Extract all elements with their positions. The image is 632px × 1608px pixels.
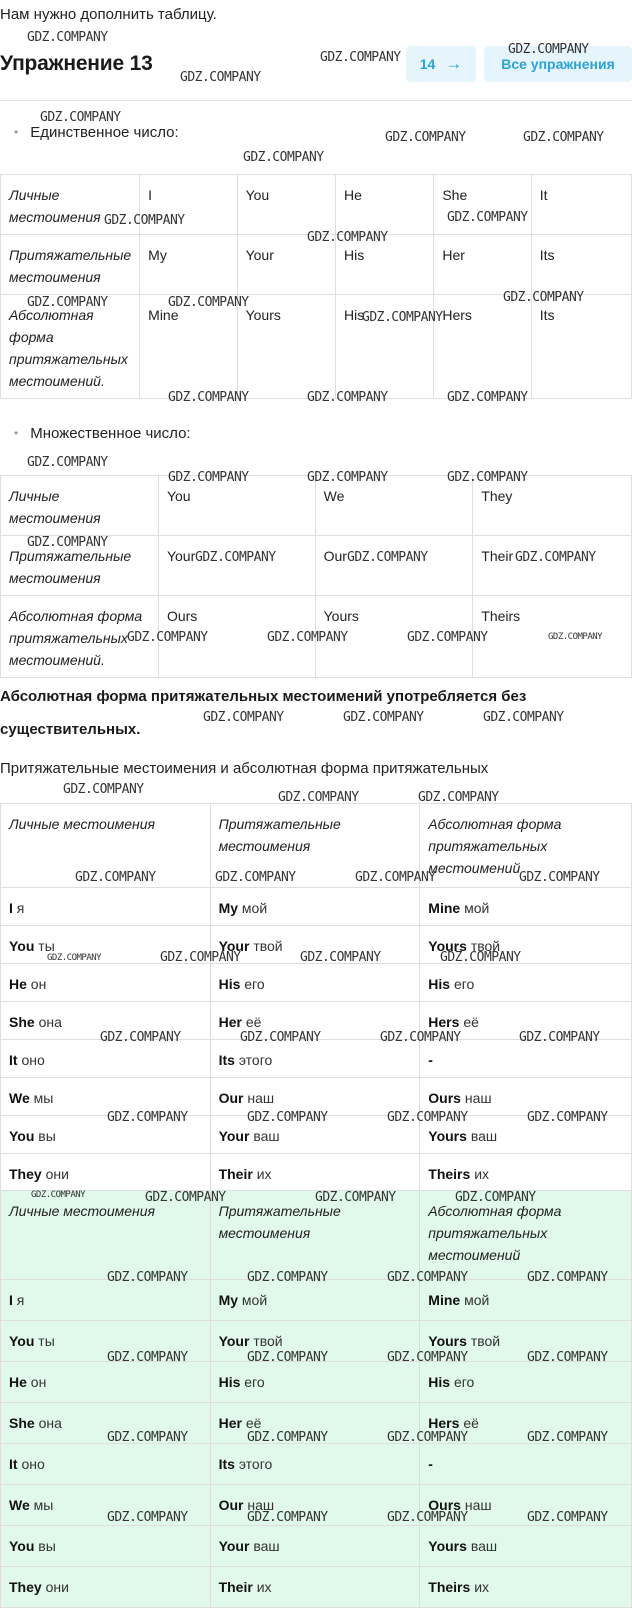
table-row	[1, 175, 632, 235]
table-cell	[420, 926, 632, 964]
watermark-text: GDZ.COMPANY	[315, 1190, 396, 1205]
table-cell	[1, 888, 211, 926]
table-cell: Yours	[237, 295, 335, 399]
watermark-text: GDZ.COMPANY	[527, 1510, 608, 1525]
table-row	[1, 1154, 632, 1192]
table-cell	[1, 1116, 211, 1154]
russian-translation: ваш	[470, 1128, 498, 1144]
watermark-text: GDZ.COMPANY	[278, 790, 359, 805]
russian-translation: её	[245, 1415, 262, 1431]
watermark-text: GDZ.COMPANY	[523, 130, 604, 145]
russian-translation: я	[16, 900, 25, 916]
english-word: She	[9, 1014, 35, 1030]
english-word: We	[9, 1090, 30, 1106]
english-word: Your	[218, 1333, 250, 1349]
watermark-text: GDZ.COMPANY	[387, 1270, 468, 1285]
table-row	[1, 1567, 632, 1608]
russian-translation: наш	[464, 1497, 492, 1513]
table-row	[1, 235, 632, 295]
table-cell	[420, 1444, 632, 1485]
english-word: Yours	[428, 1128, 467, 1144]
watermark-text: GDZ.COMPANY	[387, 1110, 468, 1125]
english-word: You	[9, 938, 35, 954]
table-cell	[1, 926, 211, 964]
english-word: His	[428, 976, 451, 992]
english-word: Yours	[428, 1333, 467, 1349]
russian-translation: их	[256, 1166, 272, 1182]
watermark-text: GDZ.COMPANY	[160, 950, 241, 965]
arrow-right-icon: →	[445, 54, 463, 73]
table-cell: Hers	[434, 295, 531, 399]
table-cell	[1, 1362, 211, 1403]
table-cell	[420, 1116, 632, 1154]
column-header: Притяжательные местоимения	[210, 1191, 420, 1280]
english-word: My	[218, 1292, 239, 1308]
russian-translation: их	[474, 1166, 490, 1182]
table-row	[1, 1002, 632, 1040]
table-cell: It	[531, 175, 631, 235]
table-cell: They	[473, 476, 632, 536]
english-word: Our	[218, 1090, 244, 1106]
table-cell: I	[140, 175, 237, 235]
russian-translation: он	[30, 976, 47, 992]
table-cell: Ours	[158, 596, 315, 678]
watermark-text: GDZ.COMPANY	[40, 110, 121, 125]
watermark-text: GDZ.COMPANY	[75, 870, 156, 885]
watermark-text: GDZ.COMPANY	[455, 1190, 536, 1205]
english-word: I	[9, 1292, 13, 1308]
all-exercises-button[interactable]: Все упражнения	[484, 46, 632, 82]
table-cell	[210, 1444, 420, 1485]
english-word: They	[9, 1166, 42, 1182]
watermark-text: GDZ.COMPANY	[447, 210, 528, 225]
watermark-text: GDZ.COMPANY	[215, 870, 296, 885]
russian-translation: твой	[253, 938, 283, 954]
watermark-text: GDZ.COMPANY	[31, 1190, 86, 1200]
table-cell	[210, 1567, 420, 1608]
watermark-text: GDZ.COMPANY	[243, 150, 324, 165]
table-row	[1, 1116, 632, 1154]
column-header: Личные местоимения	[1, 1191, 211, 1280]
watermark-text: GDZ.COMPANY	[127, 630, 208, 645]
russian-translation: её	[463, 1415, 479, 1431]
table-cell: Their	[473, 536, 632, 596]
table-cell	[210, 1280, 420, 1321]
table-cell	[210, 1321, 420, 1362]
table-cell	[1, 1280, 211, 1321]
table-row	[1, 1485, 632, 1526]
table-cell	[210, 1485, 420, 1526]
table-row	[1, 1280, 632, 1321]
column-header: Личные местоимения	[1, 804, 211, 888]
watermark-text: GDZ.COMPANY	[107, 1430, 188, 1445]
watermark-text: GDZ.COMPANY	[145, 1190, 226, 1205]
russian-translation: его	[453, 976, 475, 992]
english-word: His	[218, 976, 241, 992]
english-word: Ours	[428, 1090, 461, 1106]
table-cell: You	[237, 175, 335, 235]
english-word: Their	[218, 1579, 253, 1595]
english-word: Hers	[428, 1415, 460, 1431]
table-cell	[1, 1526, 211, 1567]
table-cell	[420, 1321, 632, 1362]
table-cell: He	[336, 175, 434, 235]
next-exercise-number: 14	[419, 56, 436, 72]
russian-translation: оно	[21, 1456, 45, 1472]
english-word: Theirs	[428, 1166, 471, 1182]
russian-translation: твой	[253, 1333, 283, 1349]
russian-translation: наш	[247, 1497, 275, 1513]
summary-table	[0, 803, 632, 1192]
english-word: It	[9, 1052, 18, 1068]
watermark-text: GDZ.COMPANY	[527, 1430, 608, 1445]
english-word: Hers	[428, 1014, 460, 1030]
russian-translation: вы	[38, 1128, 56, 1144]
table-cell	[210, 1154, 420, 1192]
table-cell	[1, 1485, 211, 1526]
watermark-text: GDZ.COMPANY	[362, 310, 443, 325]
watermark-text: GDZ.COMPANY	[519, 1030, 600, 1045]
next-exercise-button[interactable]	[406, 46, 476, 82]
table-cell	[420, 964, 632, 1002]
watermark-text: GDZ.COMPANY	[307, 230, 388, 245]
table-cell: Theirs	[473, 596, 632, 678]
watermark-text: GDZ.COMPANY	[447, 470, 528, 485]
russian-translation: ваш	[470, 1538, 498, 1554]
table-cell	[420, 1280, 632, 1321]
watermark-text: GDZ.COMPANY	[440, 950, 521, 965]
table-row	[1, 1362, 632, 1403]
english-word: Mine	[428, 1292, 461, 1308]
russian-translation: этого	[238, 1456, 273, 1472]
watermark-text: GDZ.COMPANY	[387, 1510, 468, 1525]
table-row	[1, 1040, 632, 1078]
english-word: Her	[218, 1415, 242, 1431]
watermark-text: GDZ.COMPANY	[168, 470, 249, 485]
english-word: Their	[218, 1166, 253, 1182]
english-word: Your	[218, 1538, 250, 1554]
table-cell	[420, 1078, 632, 1116]
russian-translation: их	[474, 1579, 490, 1595]
table-row	[1, 295, 632, 399]
watermark-text: GDZ.COMPANY	[240, 1030, 321, 1045]
table-cell	[420, 1567, 632, 1608]
table-cell	[210, 1040, 420, 1078]
watermark-text: GDZ.COMPANY	[247, 1510, 328, 1525]
watermark-text: GDZ.COMPANY	[100, 1030, 181, 1045]
table-cell	[420, 1154, 632, 1192]
table-cell	[420, 1403, 632, 1444]
english-word: It	[9, 1456, 18, 1472]
table-cell	[1, 1002, 211, 1040]
table-cell: Your	[237, 235, 335, 295]
table-cell	[420, 888, 632, 926]
header-row	[1, 1191, 632, 1280]
english-word: He	[9, 976, 27, 992]
plural-heading: • Множественное число:	[14, 425, 191, 442]
table-cell	[1, 1154, 211, 1192]
watermark-text: GDZ.COMPANY	[27, 455, 108, 470]
russian-translation: ты	[38, 938, 55, 954]
watermark-text: GDZ.COMPANY	[107, 1510, 188, 1525]
table-cell	[210, 1116, 420, 1154]
watermark-text: GDZ.COMPANY	[267, 630, 348, 645]
english-word: We	[9, 1497, 30, 1513]
russian-translation: твой	[470, 1333, 501, 1349]
table-cell	[210, 1078, 420, 1116]
english-word: You	[9, 1538, 35, 1554]
watermark-text: GDZ.COMPANY	[515, 550, 596, 565]
table-cell: Mine	[140, 295, 237, 399]
russian-translation: её	[245, 1014, 262, 1030]
russian-translation: он	[30, 1374, 47, 1390]
english-word: -	[428, 1456, 433, 1472]
english-word: She	[9, 1415, 35, 1431]
watermark-text: GDZ.COMPANY	[385, 130, 466, 145]
intro-text: Нам нужно дополнить таблицу.	[0, 6, 217, 23]
russian-translation: она	[38, 1415, 62, 1431]
row-header-cell: Личные местоимения	[1, 476, 159, 536]
table-cell: Our	[315, 536, 473, 596]
watermark-text: GDZ.COMPANY	[527, 1110, 608, 1125]
english-word: They	[9, 1579, 42, 1595]
watermark-text: GDZ.COMPANY	[247, 1430, 328, 1445]
english-word: His	[218, 1374, 241, 1390]
table-cell	[1, 1321, 211, 1362]
watermark-text: GDZ.COMPANY	[418, 790, 499, 805]
paragraph-text: Притяжательные местоимения и абсолютная форма притяжательных	[0, 760, 489, 777]
table-cell	[210, 1362, 420, 1403]
watermark-text: GDZ.COMPANY	[180, 70, 261, 85]
table-cell	[420, 1040, 632, 1078]
russian-translation: этого	[238, 1052, 273, 1068]
table-cell: Its	[531, 295, 631, 399]
watermark-text: GDZ.COMPANY	[168, 295, 249, 310]
russian-translation: мы	[33, 1497, 54, 1513]
russian-translation: мы	[33, 1090, 54, 1106]
english-word: My	[218, 900, 239, 916]
russian-translation: наш	[247, 1090, 275, 1106]
russian-translation: наш	[464, 1090, 492, 1106]
english-word: You	[9, 1128, 35, 1144]
watermark-text: GDZ.COMPANY	[307, 390, 388, 405]
russian-translation: ваш	[253, 1538, 280, 1554]
watermark-text: GDZ.COMPANY	[527, 1270, 608, 1285]
table-cell	[1, 964, 211, 1002]
watermark-text: GDZ.COMPANY	[63, 782, 144, 797]
watermark-text: GDZ.COMPANY	[483, 710, 564, 725]
watermark-text: GDZ.COMPANY	[247, 1110, 328, 1125]
table-cell: She	[434, 175, 531, 235]
table-cell: Your	[158, 536, 315, 596]
plural-table	[0, 475, 632, 678]
table-row	[1, 1078, 632, 1116]
russian-translation: её	[463, 1014, 479, 1030]
watermark-text: GDZ.COMPANY	[347, 550, 428, 565]
watermark-text: GDZ.COMPANY	[47, 953, 102, 963]
table-cell	[210, 1002, 420, 1040]
table-cell	[210, 1526, 420, 1567]
row-header-cell: Личные местоимения	[1, 175, 140, 235]
table-cell	[1, 1403, 211, 1444]
english-word: Her	[218, 1014, 242, 1030]
table-cell	[420, 1002, 632, 1040]
table-row	[1, 964, 632, 1002]
english-word: Our	[218, 1497, 244, 1513]
table-row	[1, 888, 632, 926]
watermark-text: GDZ.COMPANY	[355, 870, 436, 885]
table-cell	[210, 926, 420, 964]
english-word: I	[9, 900, 13, 916]
table-row	[1, 1526, 632, 1567]
watermark-text: GDZ.COMPANY	[447, 390, 528, 405]
singular-heading: • Единственное число:	[14, 124, 179, 141]
table-cell	[1, 1567, 211, 1608]
row-header-cell: Абсолютная форма притяжательных местоимений.	[1, 596, 159, 678]
russian-translation: оно	[21, 1052, 45, 1068]
row-header-cell: Абсолютная форма притяжательных местоимений.	[1, 295, 140, 399]
table-cell	[420, 1526, 632, 1567]
column-header: Притяжательные местоимения	[210, 804, 420, 888]
watermark-text: GDZ.COMPANY	[387, 1430, 468, 1445]
english-word: He	[9, 1374, 27, 1390]
english-word: Mine	[428, 900, 461, 916]
table-cell	[210, 1403, 420, 1444]
table-cell	[420, 1485, 632, 1526]
row-header-cell: Притяжательные местоимения	[1, 235, 140, 295]
exercise-title: Упражнение 13	[0, 52, 153, 75]
table-cell	[210, 888, 420, 926]
watermark-text: GDZ.COMPANY	[307, 470, 388, 485]
english-word: Theirs	[428, 1579, 471, 1595]
table-row	[1, 476, 632, 536]
watermark-text: GDZ.COMPANY	[343, 710, 424, 725]
russian-translation: твой	[470, 938, 501, 954]
watermark-text: GDZ.COMPANY	[407, 630, 488, 645]
english-word: Yours	[428, 1538, 467, 1554]
watermark-text: GDZ.COMPANY	[508, 42, 589, 57]
russian-translation: мой	[241, 900, 268, 916]
table-cell	[210, 964, 420, 1002]
english-word: You	[9, 1333, 35, 1349]
table-cell: You	[158, 476, 315, 536]
watermark-text: GDZ.COMPANY	[300, 950, 381, 965]
watermark-text: GDZ.COMPANY	[107, 1110, 188, 1125]
table-cell: Yours	[315, 596, 473, 678]
table-cell: Her	[434, 235, 531, 295]
watermark-text: GDZ.COMPANY	[503, 290, 584, 305]
russian-translation: ты	[38, 1333, 55, 1349]
watermark-text: GDZ.COMPANY	[387, 1350, 468, 1365]
watermark-text: GDZ.COMPANY	[320, 50, 401, 65]
english-word: Its	[218, 1052, 235, 1068]
row-header-cell: Притяжательные местоимения	[1, 536, 159, 596]
english-word: -	[428, 1052, 433, 1068]
watermark-text: GDZ.COMPANY	[519, 870, 600, 885]
russian-translation: мой	[241, 1292, 268, 1308]
watermark-text: GDZ.COMPANY	[107, 1350, 188, 1365]
table-row	[1, 1403, 632, 1444]
column-header: Абсолютная форма притяжательных местоимений	[420, 804, 632, 888]
divider	[0, 100, 632, 101]
singular-table	[0, 174, 632, 399]
table-cell	[420, 1362, 632, 1403]
watermark-text: GDZ.COMPANY	[195, 550, 276, 565]
watermark-text: GDZ.COMPANY	[527, 1350, 608, 1365]
table-row	[1, 536, 632, 596]
watermark-text: GDZ.COMPANY	[380, 1030, 461, 1045]
watermark-text: GDZ.COMPANY	[203, 710, 284, 725]
russian-translation: ваш	[253, 1128, 280, 1144]
table-cell: His	[336, 235, 434, 295]
table-cell: My	[140, 235, 237, 295]
russian-translation: их	[256, 1579, 272, 1595]
watermark-text: GDZ.COMPANY	[104, 213, 185, 228]
russian-translation: она	[38, 1014, 62, 1030]
table-row	[1, 1444, 632, 1485]
watermark-text: GDZ.COMPANY	[247, 1270, 328, 1285]
russian-translation: они	[45, 1166, 69, 1182]
table-cell	[1, 1444, 211, 1485]
watermark-text: GDZ.COMPANY	[27, 535, 108, 550]
note-text: Абсолютная форма притяжательных местоимений употребляется без существительных.	[0, 688, 527, 738]
watermark-text: GDZ.COMPANY	[107, 1270, 188, 1285]
english-word: Your	[218, 1128, 250, 1144]
russian-translation: его	[453, 1374, 475, 1390]
watermark-text: GDZ.COMPANY	[247, 1350, 328, 1365]
english-word: His	[428, 1374, 451, 1390]
column-header: Абсолютная форма притяжательных местоимений	[420, 1191, 632, 1280]
russian-translation: мой	[464, 900, 490, 916]
russian-translation: мой	[464, 1292, 490, 1308]
english-word: Your	[218, 938, 250, 954]
watermark-text: GDZ.COMPANY	[27, 295, 108, 310]
watermark-text: GDZ.COMPANY	[168, 390, 249, 405]
table-row	[1, 926, 632, 964]
russian-translation: они	[45, 1579, 69, 1595]
table-cell: His	[336, 295, 434, 399]
russian-translation: вы	[38, 1538, 56, 1554]
russian-translation: я	[16, 1292, 25, 1308]
watermark-text: GDZ.COMPANY	[548, 632, 603, 642]
table-cell	[1, 1040, 211, 1078]
watermark-text: GDZ.COMPANY	[27, 30, 108, 45]
table-row	[1, 1321, 632, 1362]
table-cell: We	[315, 476, 473, 536]
answer-table	[0, 1190, 632, 1608]
english-word: Yours	[428, 938, 467, 954]
table-row	[1, 596, 632, 678]
russian-translation: его	[244, 976, 265, 992]
russian-translation: его	[244, 1374, 265, 1390]
english-word: Ours	[428, 1497, 461, 1513]
english-word: Its	[218, 1456, 235, 1472]
table-cell: Its	[531, 235, 631, 295]
header-row	[1, 804, 632, 888]
table-cell	[1, 1078, 211, 1116]
